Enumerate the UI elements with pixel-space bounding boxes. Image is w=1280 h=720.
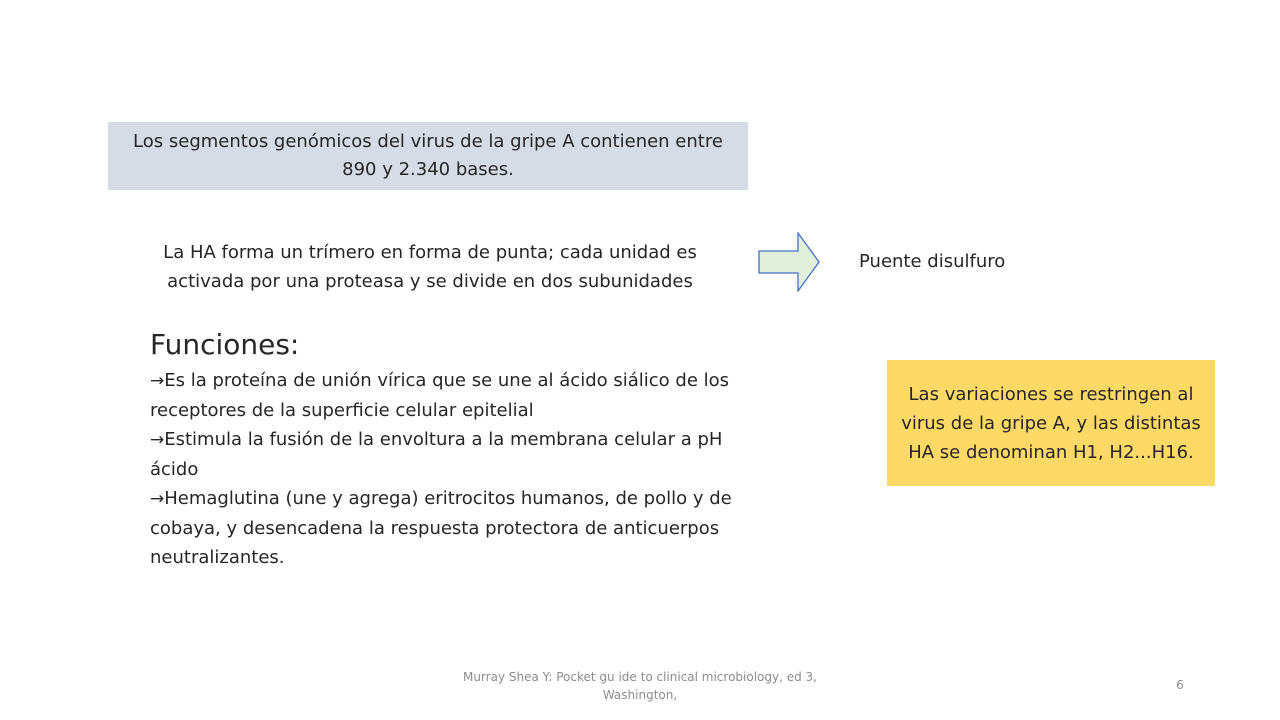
right-arrow-icon: → bbox=[150, 430, 165, 450]
functions-item-text: Estimula la fusión de la envoltura a la membrana celular a pH ácido bbox=[150, 429, 723, 480]
disulfide-bridge-label: Puente disulfuro bbox=[859, 251, 1006, 272]
functions-item bbox=[150, 366, 775, 425]
right-arrow-icon: → bbox=[150, 489, 165, 509]
genome-segments-box bbox=[108, 122, 748, 190]
functions-list bbox=[150, 366, 775, 572]
variations-note-box bbox=[887, 360, 1215, 486]
page-number: 6 bbox=[1176, 678, 1184, 692]
variations-note-text: Las variaciones se restringen al virus de la gripe A, y las distintas HA se denominan H1, H2...H16. bbox=[901, 383, 1201, 463]
genome-segments-text: Los segmentos genómicos del virus de la gripe A contienen entre 890 y 2.340 bases. bbox=[133, 131, 723, 180]
functions-item bbox=[150, 484, 775, 572]
functions-item-text: Es la proteína de unión vírica que se une al ácido siálico de los receptores de la superficie celular epitelial bbox=[150, 370, 730, 421]
ha-description-text: La HA forma un trímero en forma de punta; cada unidad es activada por una proteasa y se divide en dos subunidades bbox=[163, 242, 697, 292]
right-block-arrow-icon bbox=[758, 232, 820, 292]
functions-heading: Funciones: bbox=[150, 328, 300, 361]
functions-item bbox=[150, 425, 775, 484]
right-arrow-icon: → bbox=[150, 371, 165, 391]
functions-item-text: Hemaglutina (une y agrega) eritrocitos humanos, de pollo y de cobaya, y desencadena la respuesta protectora de anticuerpos neutralizantes. bbox=[150, 488, 732, 568]
footer-citation: Murray Shea Y: Pocket gu ide to clinical microbiology, ed 3, Washington, bbox=[463, 670, 817, 702]
